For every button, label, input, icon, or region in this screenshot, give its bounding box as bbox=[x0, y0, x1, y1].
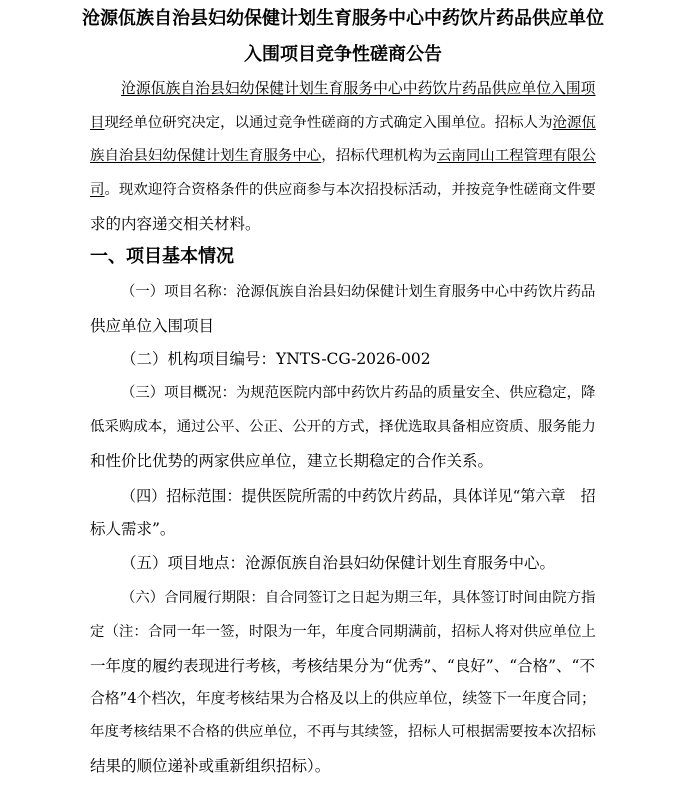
item-term-line-5: 年度考核结果不合格的供应单位，不再与其续签，招标人可根据需要按本次招标 bbox=[90, 724, 596, 740]
item-term-line-3: 一年度的履约表现进行考核，考核结果分为“优秀”、“良好”、“合格”、“不 bbox=[90, 657, 595, 675]
intro-text-agent: ，招标代理机构为 bbox=[321, 148, 437, 164]
item-term-line-4: 合格”4个档次，年度考核结果为合格及以上的供应单位，续签下一年度合同； bbox=[90, 690, 596, 707]
project-name-link-end: 目 bbox=[90, 115, 105, 131]
intro-text-welcome: 。现欢迎符合资格条件的供应商参与本次招投标活动，并按竞争性磋商文件要 bbox=[104, 182, 596, 198]
item-overview-line-2: 低采购成本，通过公平、公正、公开的方式，择优选取具备相应资质、服务能力 bbox=[90, 419, 596, 435]
intro-text-decision: 现经单位研究决定，以通过竞争性磋商的方式确定入围单位。招标人为 bbox=[104, 115, 553, 131]
item-project-name-line-1: （一）项目名称：沧源佤族自治县妇幼保健计划生育服务中心中药饮片药品 bbox=[121, 284, 596, 300]
section-heading-basic-info: 一、项目基本情况 bbox=[90, 246, 234, 267]
item-term-line-1: （六）合同履行期限：自合同签订之日起为期三年，具体签订时间由院方指 bbox=[121, 590, 596, 606]
intro-line-4 bbox=[90, 180, 596, 200]
agent-link: 云南同山工程管理有限公 bbox=[436, 148, 596, 164]
item-location: （五）项目地点：沧源佤族自治县妇幼保健计划生育服务中心。 bbox=[121, 554, 556, 572]
item-scope-line-2: 标人需求”。 bbox=[90, 520, 176, 538]
item-overview-line-3: 和性价比优势的两家供应单位，建立长期稳定的合作关系。 bbox=[90, 452, 494, 470]
tenderer-link-end: 族自治县妇幼保健计划生育服务中心 bbox=[90, 148, 322, 164]
intro-line-1 bbox=[121, 79, 596, 99]
intro-line-2 bbox=[90, 113, 596, 133]
document-title-line-2: 入围项目竞争性磋商公告 bbox=[244, 44, 442, 65]
item-overview-line-1: （三）项目概况：为规范医院内部中药饮片药品的质量安全、供应稳定，降 bbox=[121, 385, 596, 401]
intro-line-5: 求的内容递交相关材料。 bbox=[90, 215, 261, 233]
intro-line-3 bbox=[90, 146, 596, 166]
item-term-line-6: 结果的顺位递补或重新组织招标）。 bbox=[90, 757, 331, 775]
agent-link-end: 司 bbox=[90, 182, 105, 198]
item-project-name-line-2: 供应单位入围项目 bbox=[90, 317, 215, 335]
project-name-link: 沧源佤族自治县妇幼保健计划生育服务中心中药饮片药品供应单位入围项 bbox=[121, 80, 596, 97]
tenderer-link: 沧源佤 bbox=[552, 115, 596, 131]
document-title-line-1: 沧源佤族自治县妇幼保健计划生育服务中心中药饮片药品供应单位 bbox=[82, 8, 604, 29]
item-scope-line-1: （四）招标范围：提供医院所需的中药饮片药品，具体详见“第六章 招 bbox=[121, 487, 596, 505]
item-term-line-2: 定（注：合同一年一签，时限为一年，年度合同期满前，招标人将对供应单位上 bbox=[90, 624, 596, 640]
item-project-code: （二）机构项目编号：YNTS-CG-2026-002 bbox=[121, 350, 431, 368]
